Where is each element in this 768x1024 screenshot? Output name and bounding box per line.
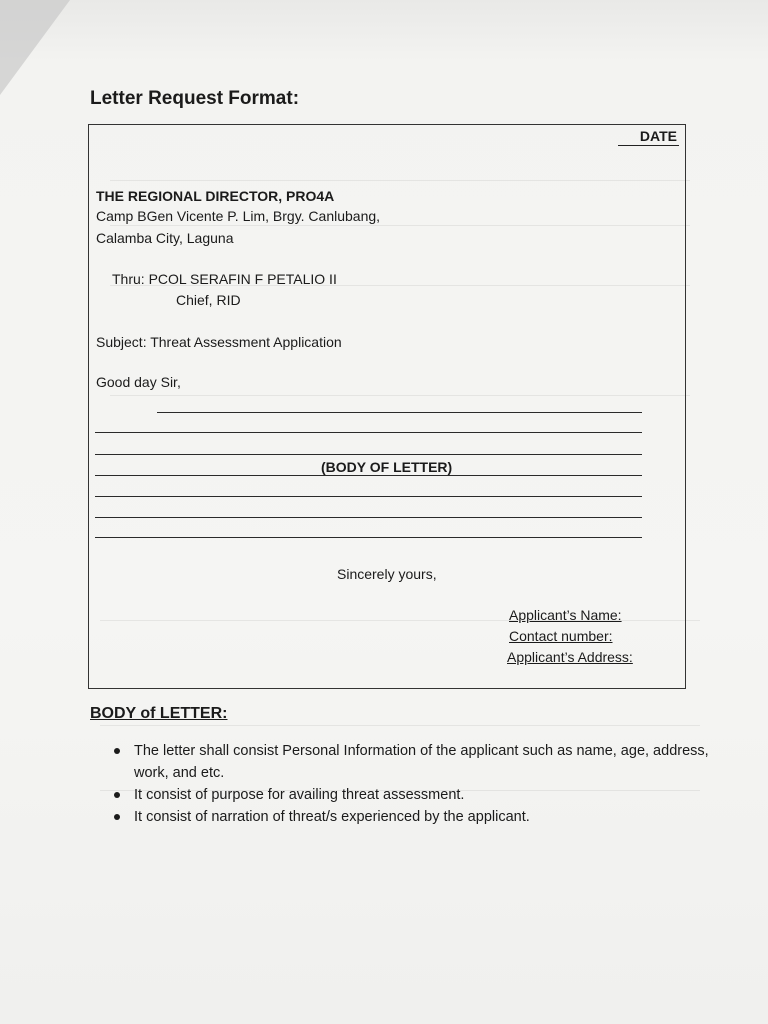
body-rule bbox=[95, 432, 642, 433]
page-title: Letter Request Format: bbox=[90, 88, 300, 109]
list-item: The letter shall consist Personal Information of the applicant such as name, age, address, work, and etc. bbox=[112, 740, 712, 784]
recipient-line: THE REGIONAL DIRECTOR, PRO4A bbox=[96, 188, 335, 204]
applicant-name-label: Applicant’s Name: bbox=[509, 607, 622, 623]
contact-number-label: Contact number: bbox=[509, 628, 613, 644]
body-rule bbox=[157, 412, 642, 413]
bleed-through-line bbox=[100, 725, 700, 726]
body-rule bbox=[95, 517, 642, 518]
address-line-2: Calamba City, Laguna bbox=[96, 230, 234, 246]
body-rule bbox=[95, 454, 642, 455]
date-field: DATE bbox=[618, 127, 679, 146]
list-item: It consist of purpose for availing threat assessment. bbox=[112, 784, 712, 806]
subject-line: Subject: Threat Assessment Application bbox=[96, 334, 342, 350]
list-item: It consist of narration of threat/s experienced by the applicant. bbox=[112, 806, 712, 828]
body-of-letter-placeholder: (BODY OF LETTER) bbox=[321, 459, 453, 475]
thru-line: Thru: PCOL SERAFIN F PETALIO II bbox=[112, 271, 337, 287]
body-guidelines-list bbox=[112, 740, 712, 828]
applicant-address-label: Applicant’s Address: bbox=[507, 649, 633, 665]
body-section-title: BODY of LETTER: bbox=[90, 705, 228, 722]
body-rule bbox=[95, 475, 642, 476]
page-corner-shadow bbox=[0, 0, 70, 95]
body-rule bbox=[95, 537, 642, 538]
thru-title: Chief, RID bbox=[176, 292, 241, 308]
body-rule bbox=[95, 496, 642, 497]
closing: Sincerely yours, bbox=[337, 566, 437, 582]
letter-template-box bbox=[88, 124, 686, 689]
salutation: Good day Sir, bbox=[96, 374, 181, 390]
address-line-1: Camp BGen Vicente P. Lim, Brgy. Canlubang, bbox=[96, 208, 381, 224]
